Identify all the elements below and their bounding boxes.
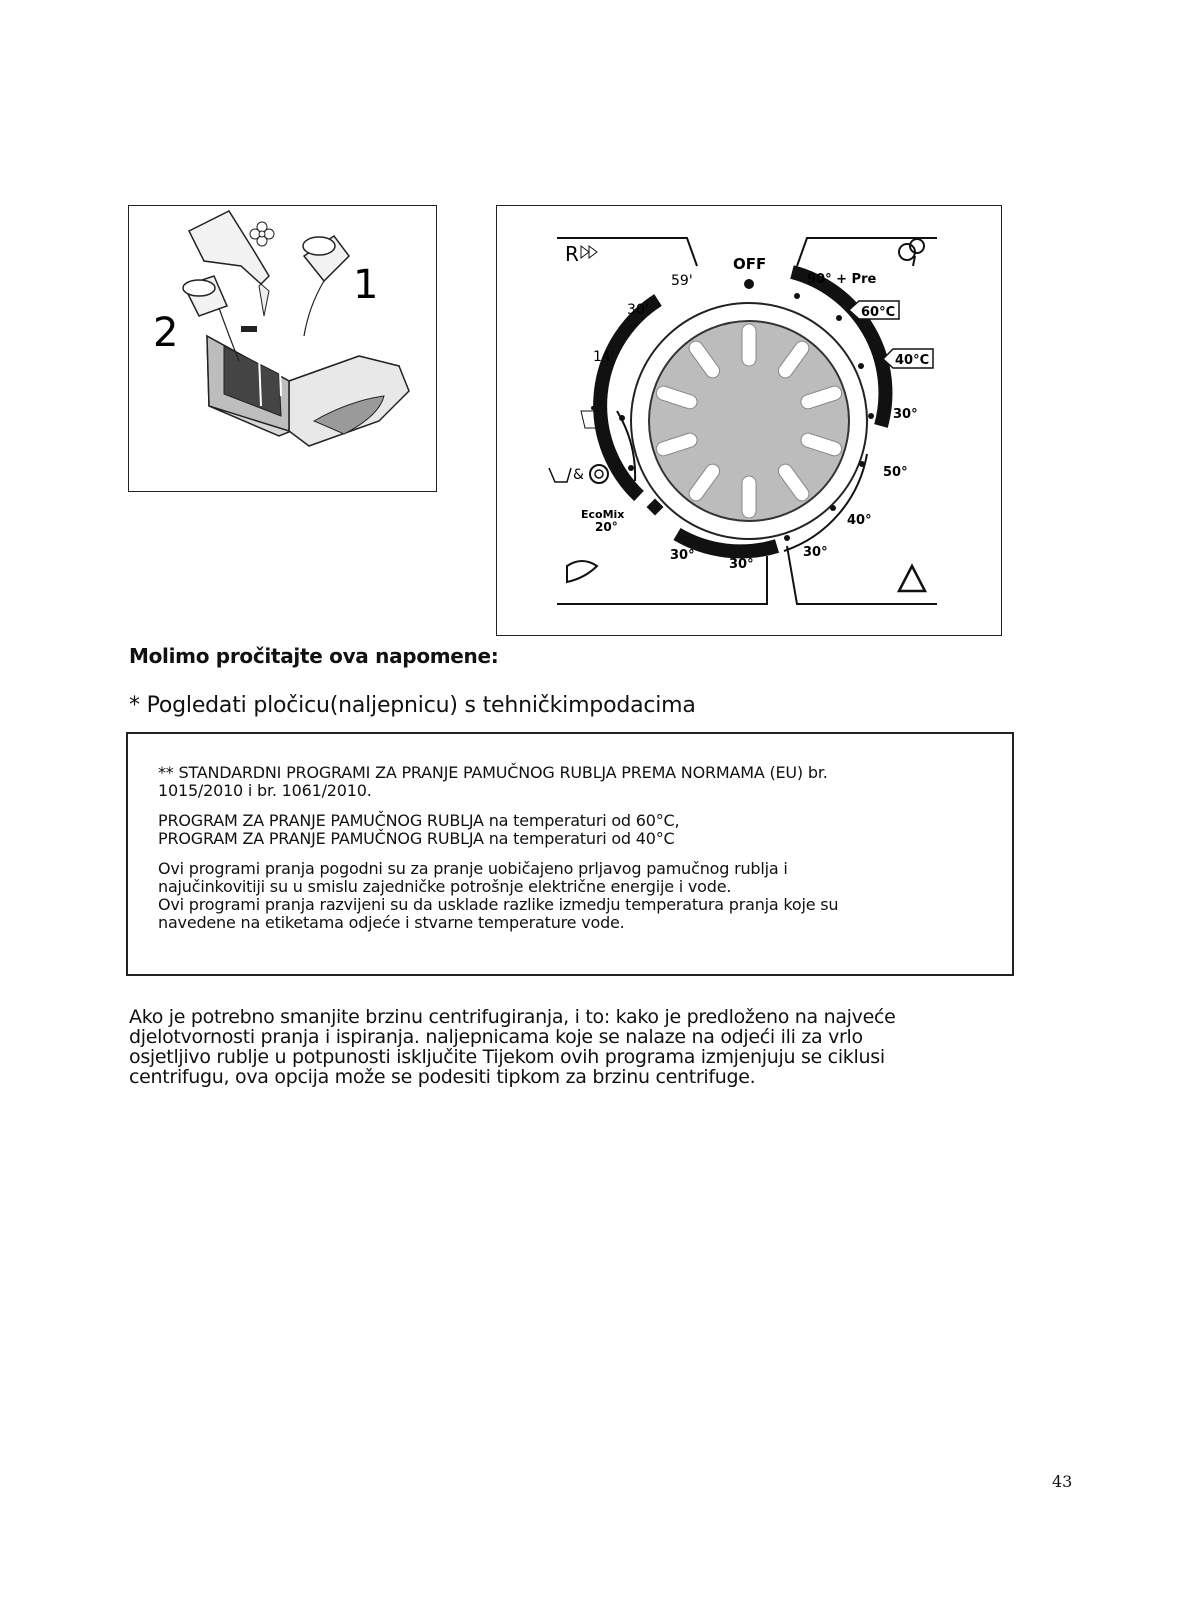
program-30-synthetic: 30° (803, 545, 828, 560)
box-paragraph-3 (158, 860, 982, 932)
standard-programs-box (126, 732, 1014, 976)
triangle-icon (899, 566, 925, 591)
compartment-label-1: 1 (353, 262, 379, 308)
feather-icon (567, 561, 597, 582)
technical-data-note: * Pogledati pločicu(naljepnicu) s tehničkimpodacima (129, 693, 696, 718)
rapid-icon (565, 242, 597, 266)
program-dial-figure (496, 205, 1002, 636)
compartment-label-2: 2 (153, 310, 179, 356)
program-90-pre: 90° + Pre (807, 272, 877, 287)
box-line: ** STANDARDNI PROGRAMI ZA PRANJE PAMUČNOG RUBLJA PREMA NORMAMA (EU) br. (158, 763, 828, 782)
page-number: 43 (1052, 1472, 1073, 1491)
ecomix-label: EcoMix (581, 508, 625, 521)
box-line: Ovi programi pranja razvijeni su da usklade razlike izmedju temperatura pranja koje su (158, 895, 839, 914)
body-line: osjetljivo rublje u potpunosti isključite Tijekom ovih programa izmjenjuju se ciklusi (129, 1046, 885, 1068)
spin-speed-paragraph (129, 1007, 1019, 1087)
off-label: OFF (733, 255, 767, 273)
box-line: navedene na etiketama odjeće i stvarne temperature vode. (158, 913, 625, 932)
ecomix-marker (647, 499, 664, 516)
program-30-wool: 30° (670, 548, 695, 563)
program-40: 40° (847, 513, 872, 528)
page-heading: Molimo pročitajte ova napomene: (129, 644, 499, 668)
box-paragraph-2 (158, 812, 982, 848)
box-line: Ovi programi pranja pogodni su za pranje uobičajeno prljavog pamučnog rublja i (158, 859, 788, 878)
box-paragraph-1 (158, 764, 982, 800)
program-dial (497, 206, 1000, 634)
detergent-drawer-figure (128, 205, 437, 492)
program-30-cotton: 30° (893, 407, 918, 422)
body-line: djelotvornosti pranja i ispiranja. naljepnicama koje se nalaze na odjeći ili za vrlo (129, 1026, 863, 1048)
program-59: 59' (671, 273, 693, 289)
box-line: 1015/2010 i br. 1061/2010. (158, 781, 372, 800)
drain-spin-separator: & (573, 467, 584, 483)
program-30: 30' (627, 302, 649, 318)
box-line: PROGRAM ZA PRANJE PAMUČNOG RUBLJA na temperaturi od 40°C (158, 829, 675, 848)
body-line: Ako je potrebno smanjite brzinu centrifugiranja, i to: kako je predloženo na najveće (129, 1006, 896, 1028)
drawer-illustration (129, 206, 435, 490)
program-14: 14' (593, 349, 615, 365)
box-line: PROGRAM ZA PRANJE PAMUČNOG RUBLJA na temperaturi od 60°C, (158, 811, 680, 830)
ecomix-temp: 20° (595, 520, 618, 534)
program-30-delicate: 30° (729, 557, 754, 572)
program-50: 50° (883, 465, 908, 480)
cotton-icon (899, 239, 924, 266)
body-line: centrifugu, ova opcija može se podesiti tipkom za brzinu centrifuge. (129, 1066, 756, 1088)
box-line: najučinkovitiji su u smislu zajedničke potrošnje električne energije i vode. (158, 877, 732, 896)
off-dot (744, 279, 754, 289)
flower-icon (250, 222, 274, 246)
program-40c: 40°C (895, 353, 930, 368)
svg-text:R: R (565, 242, 579, 266)
program-60c: 60°C (861, 305, 896, 320)
